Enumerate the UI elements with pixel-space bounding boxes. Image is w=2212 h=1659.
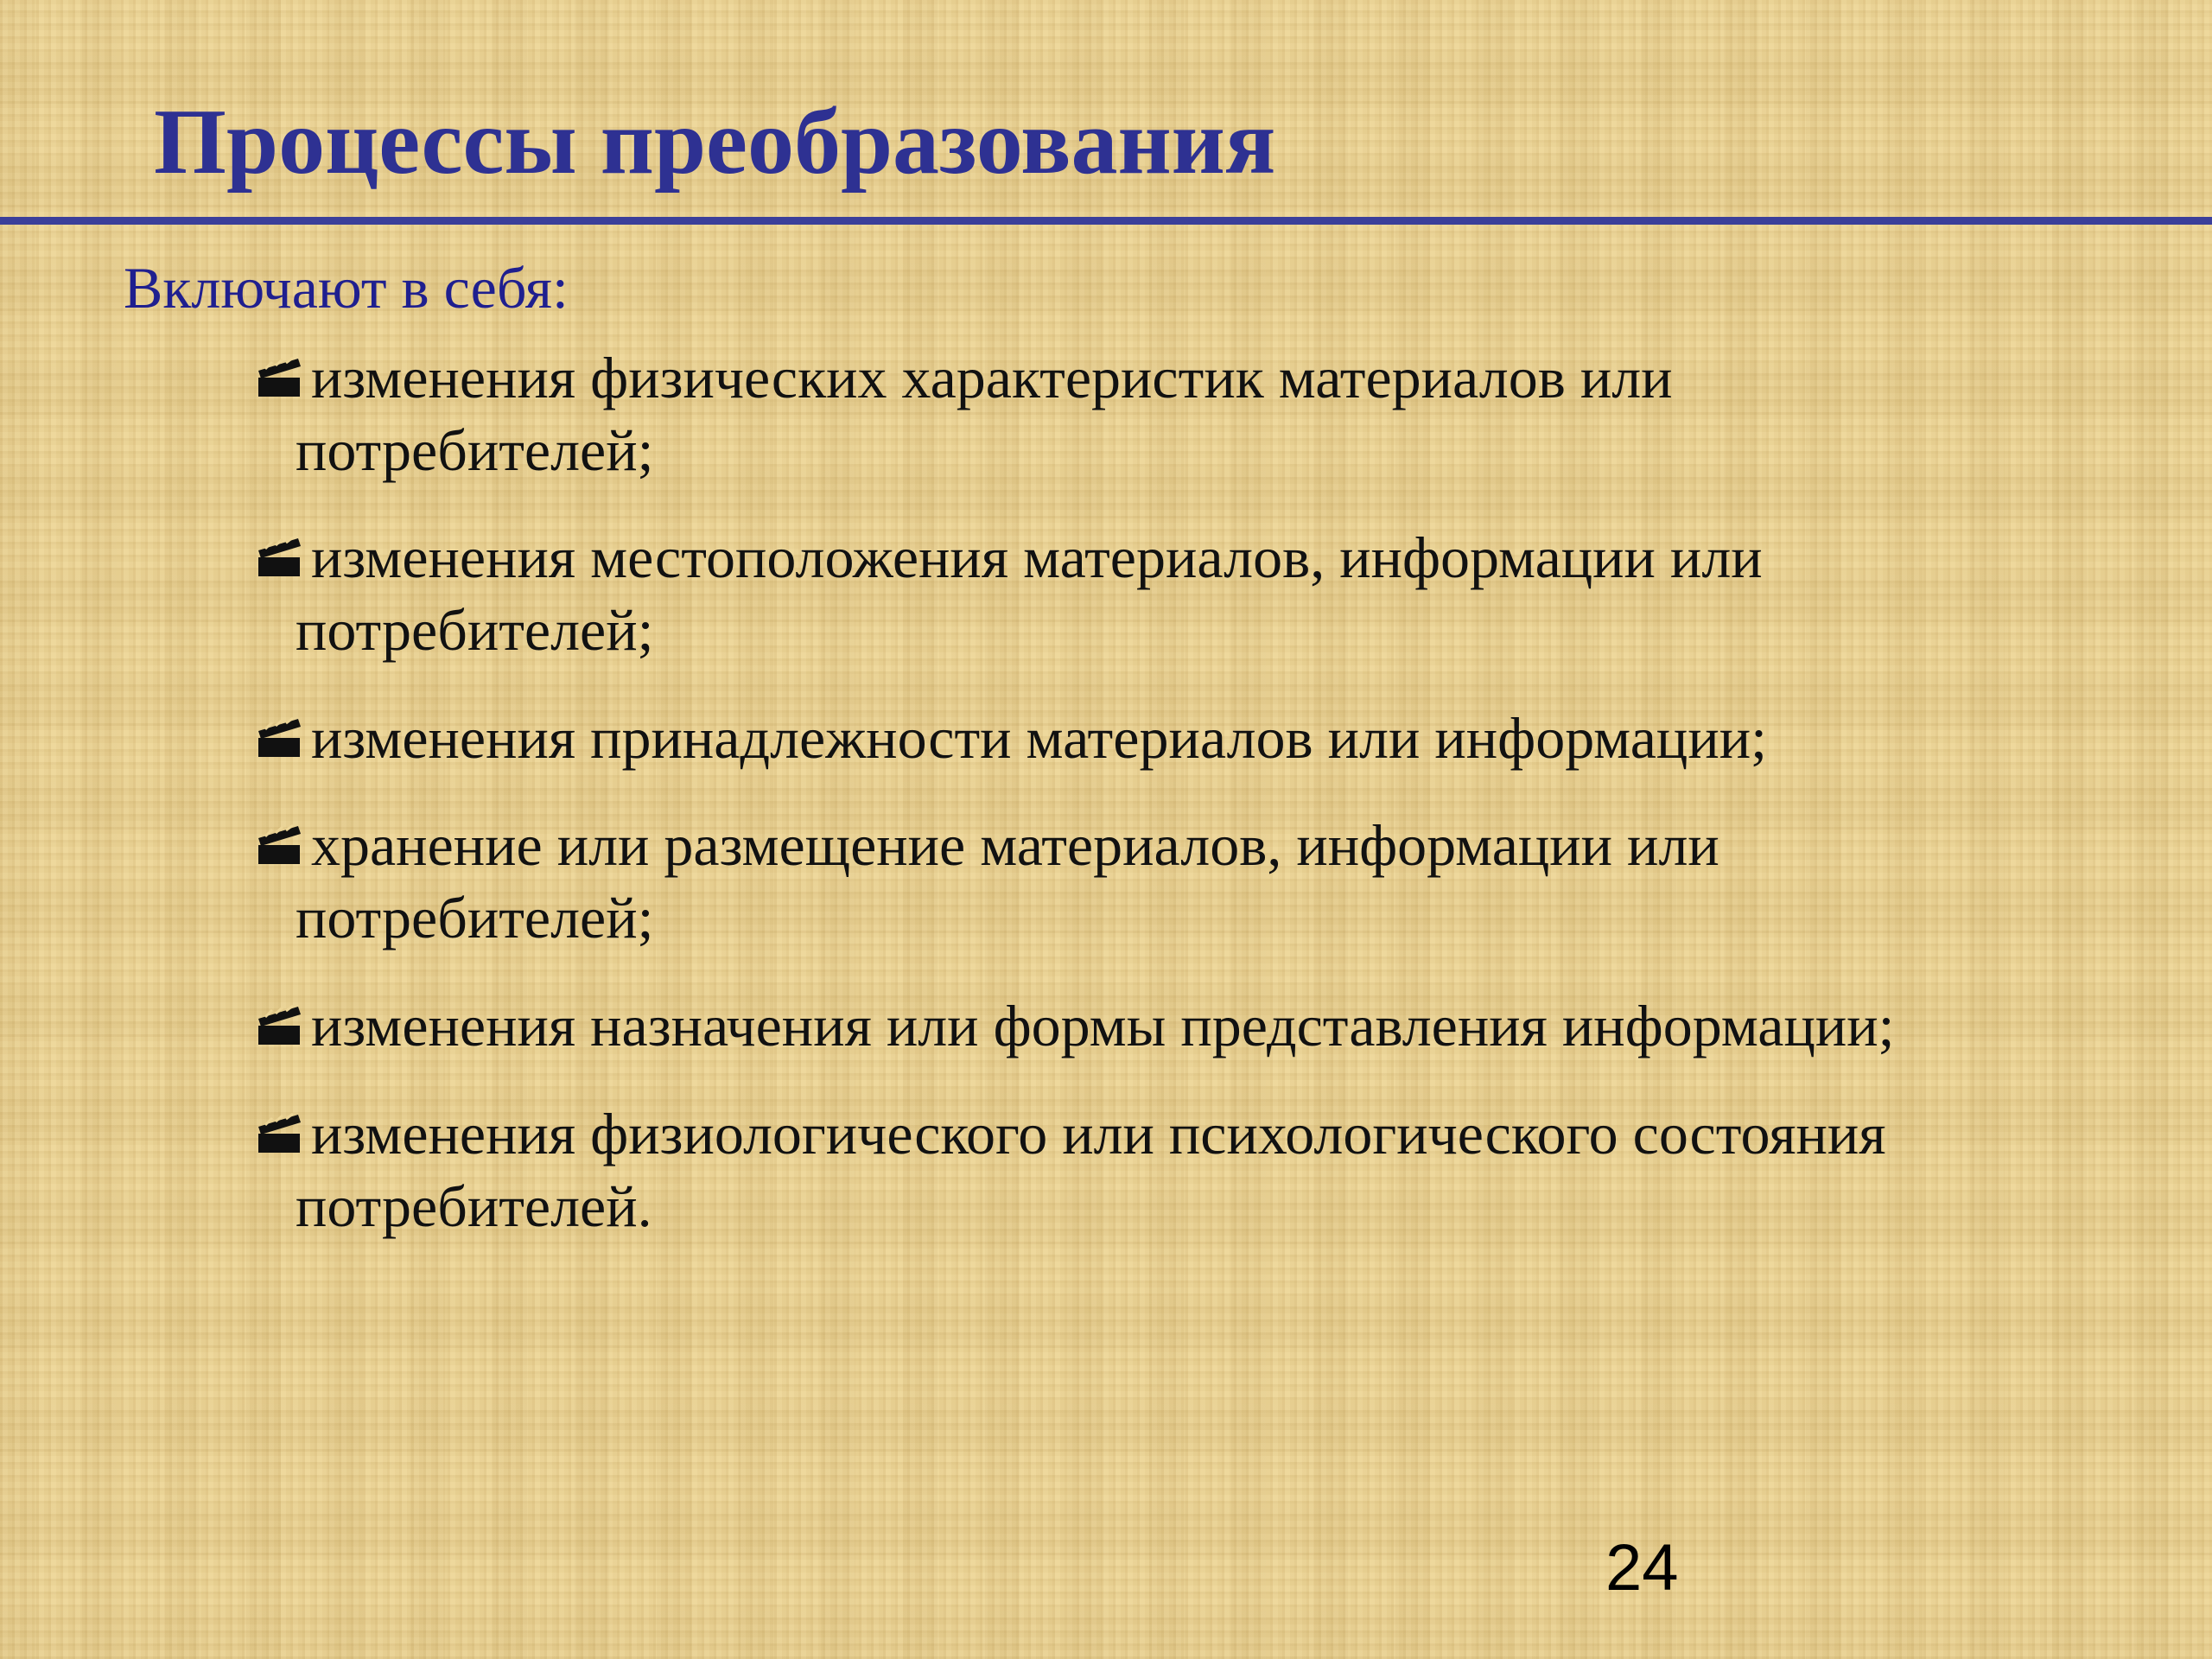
bullet-item — [255, 809, 2173, 954]
bullet-item — [255, 702, 2173, 774]
bullet-text-continuation: потребителей; — [296, 597, 654, 663]
bullet-text-continuation: потребителей; — [296, 885, 654, 950]
bullet-text-line: изменения местоположения материалов, информации или — [311, 524, 1763, 590]
clapperboard-icon — [255, 1113, 303, 1154]
clapperboard-icon — [255, 824, 303, 866]
bullet-text-line: хранение или размещение материалов, информации или — [311, 812, 1719, 878]
bullet-item — [255, 341, 2173, 486]
bullet-text-line: изменения физиологического или психологического состояния — [311, 1101, 1886, 1166]
slide-title: Процессы преобразования — [154, 91, 1276, 194]
intro-text: Включают в себя: — [124, 255, 569, 321]
clapperboard-icon — [255, 537, 303, 578]
bullet-item — [255, 1097, 2173, 1243]
page-number: 24 — [1605, 1531, 1679, 1605]
clapperboard-icon — [255, 357, 303, 398]
bullet-text-line: изменения принадлежности материалов или информации; — [311, 705, 1767, 771]
title-divider — [0, 217, 2212, 225]
bullet-text-continuation: потребителей. — [296, 1173, 652, 1239]
bullet-text-line: изменения назначения или формы представления информации; — [311, 993, 1895, 1058]
bullet-item — [255, 521, 2173, 666]
bullet-text-line: изменения физических характеристик материалов или — [311, 345, 1673, 410]
clapperboard-icon — [255, 1005, 303, 1046]
bullet-item — [255, 989, 2173, 1062]
bullet-text-continuation: потребителей; — [296, 417, 654, 483]
clapperboard-icon — [255, 717, 303, 759]
